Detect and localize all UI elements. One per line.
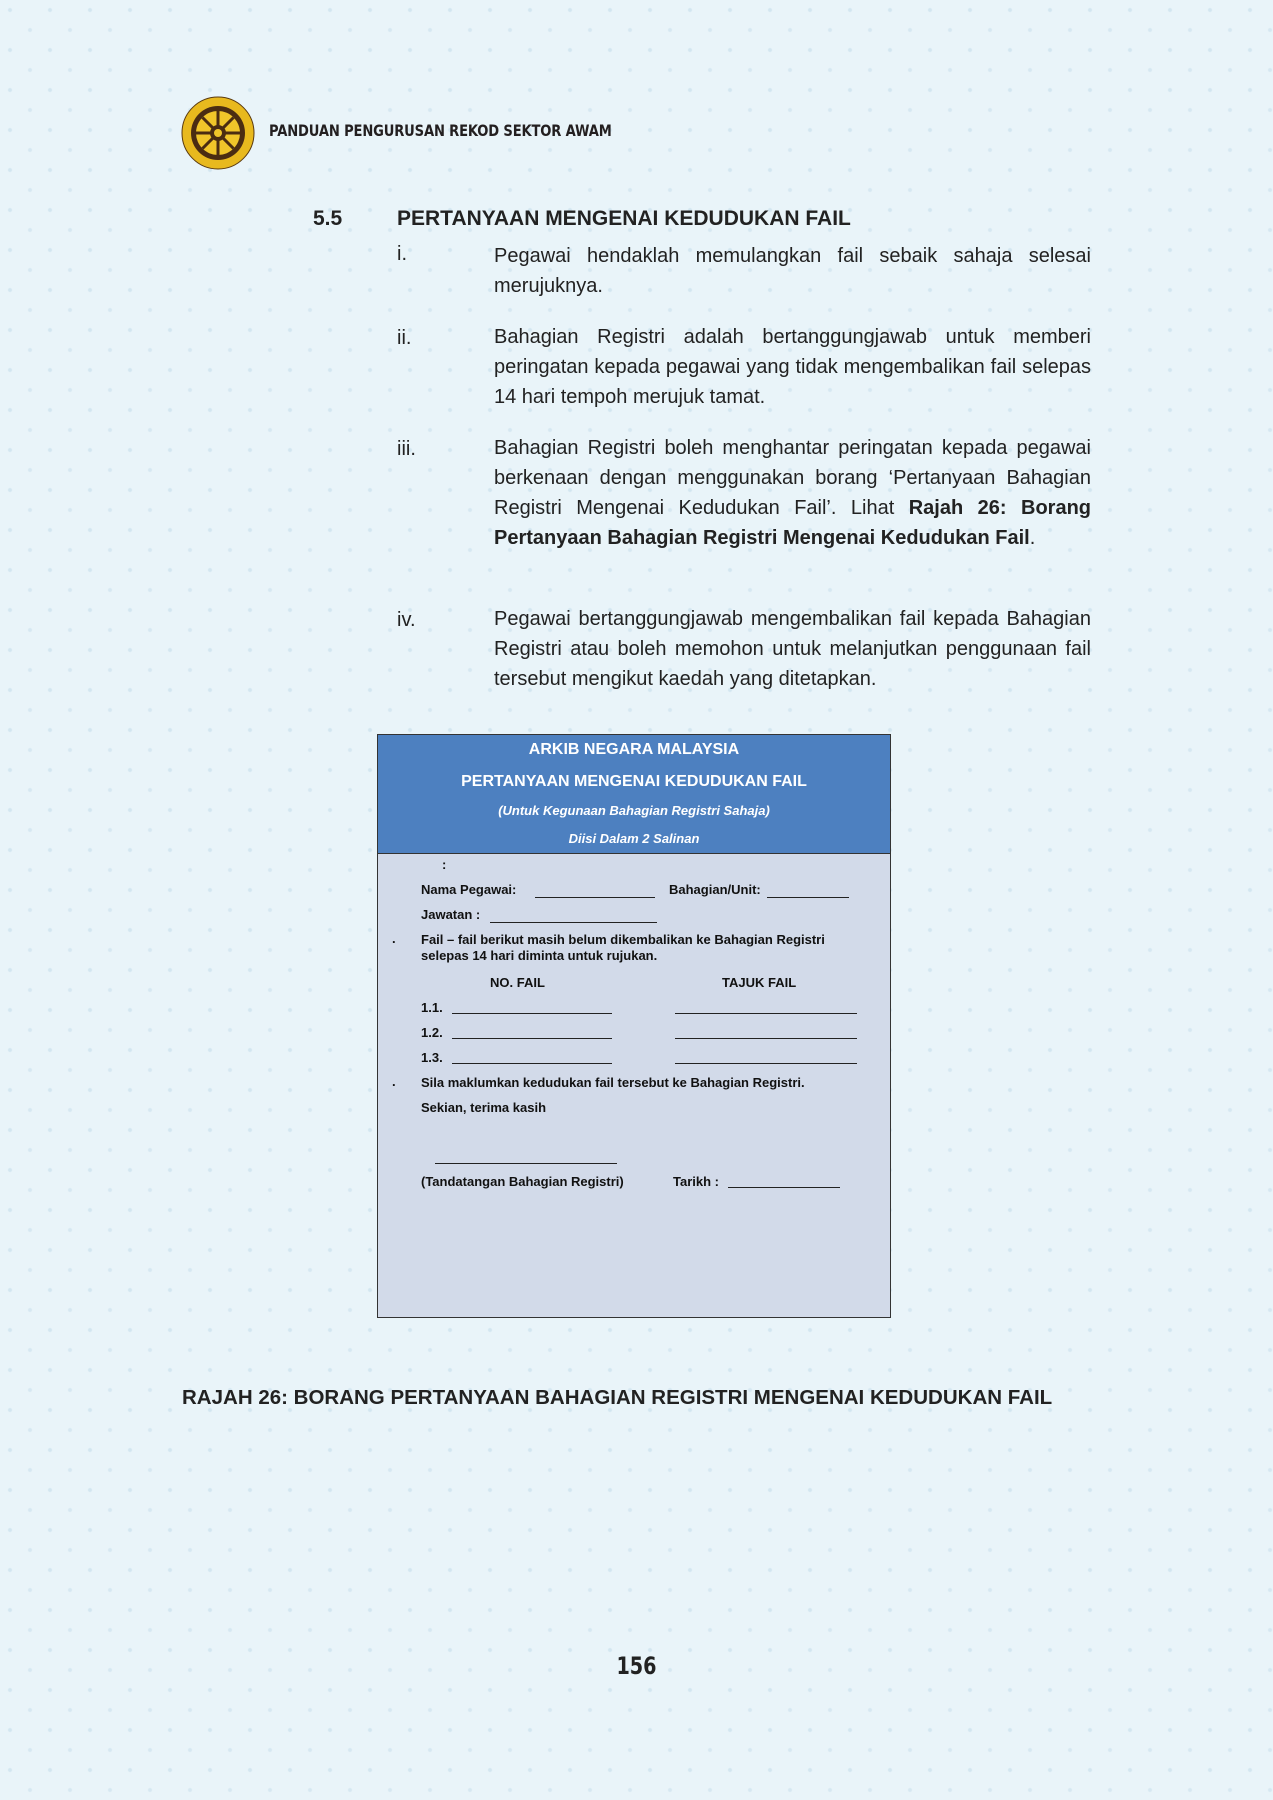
jawatan-label: Jawatan : [421,907,481,922]
sila-text: Sila maklumkan kedudukan fail tersebut ke Bahagian Registri. [421,1075,805,1090]
item-number: iv. [397,609,416,631]
item-text: Pegawai hendaklah memulangkan fail sebaik sahaja selesai merujuknya. [494,245,1091,297]
row-no-line [452,1063,612,1064]
row-tajuk-line [675,1013,857,1014]
notice-line-1: Fail – fail berikut masih belum dikembalikan ke Bahagian Registri [421,932,825,947]
section-title: PERTANYAAN MENGENAI KEDUDUKAN FAIL [397,207,851,230]
form-header [378,735,890,854]
row-number: 1.3. [421,1050,443,1065]
header-title: PANDUAN PENGURUSAN REKOD SEKTOR AWAM [269,121,612,140]
signature-line [435,1163,617,1164]
row-tajuk-line [675,1038,857,1039]
section-number: 5.5 [313,207,343,230]
item-text-end: . [1029,527,1036,549]
notice-line-2: selepas 14 hari diminta untuk rujukan. [421,948,658,963]
item-text: Pegawai bertanggungjawab mengembalikan fail kepada Bahagian Registri atau boleh memohon untuk melanjutkan penggunaan fail tersebut mengikut kaedah yang ditetapkan. [494,608,1091,690]
col-tajuk-fail: TAJUK FAIL [722,975,797,990]
bahagian-label: Bahagian/Unit: [669,882,761,897]
sekian-text: Sekian, terima kasih [421,1100,547,1115]
item-number: i. [397,243,407,265]
row-number: 1.2. [421,1025,443,1040]
page-number: 156 [616,1652,657,1680]
jawatan-line [490,922,657,923]
row-number: 1.1. [421,1000,443,1015]
nama-line [535,897,655,898]
form-colon: : [442,857,447,872]
tarikh-label: Tarikh : [673,1174,719,1189]
row-no-line [452,1013,612,1014]
figure-reference: Rajah 26: Borang Pertanyaan Bahagian Registri Mengenai Kedudukan Fail [494,497,1092,549]
form-copies-note: Diisi Dalam 2 Salinan [568,831,700,846]
item-text-plain: Bahagian Registri boleh menghantar peringatan kepada pegawai berkenaan dengan menggunakan borang ‘Pertanyaan Bahagian Registri Mengenai Kedudukan Fail’. Lihat [494,437,1091,519]
inquiry-form [377,734,891,1318]
figure-caption: RAJAH 26: BORANG PERTANYAAN BAHAGIAN REGISTRI MENGENAI KEDUDUKAN FAIL [182,1386,1053,1409]
bullet: . [392,931,396,946]
tarikh-line [728,1187,840,1188]
item-number: iii. [397,438,416,460]
signature-label: (Tandatangan Bahagian Registri) [421,1174,624,1189]
form-subtitle: (Untuk Kegunaan Bahagian Registri Sahaja) [498,803,770,818]
item-number: ii. [397,327,412,349]
item-text: Bahagian Registri adalah bertanggungjawab untuk memberi peringatan kepada pegawai yang tidak mengembalikan fail selepas 14 hari tempoh merujuk tamat. [494,326,1091,408]
row-no-line [452,1038,612,1039]
item-text [494,433,1091,553]
form-title: PERTANYAAN MENGENAI KEDUDUKAN FAIL [461,773,807,790]
arkib-negara-logo [181,96,255,170]
nama-label: Nama Pegawai: [421,882,517,897]
bahagian-line [767,897,849,898]
bullet: . [392,1074,396,1089]
form-org: ARKIB NEGARA MALAYSIA [528,741,740,758]
col-no-fail: NO. FAIL [490,975,545,990]
row-tajuk-line [675,1063,857,1064]
